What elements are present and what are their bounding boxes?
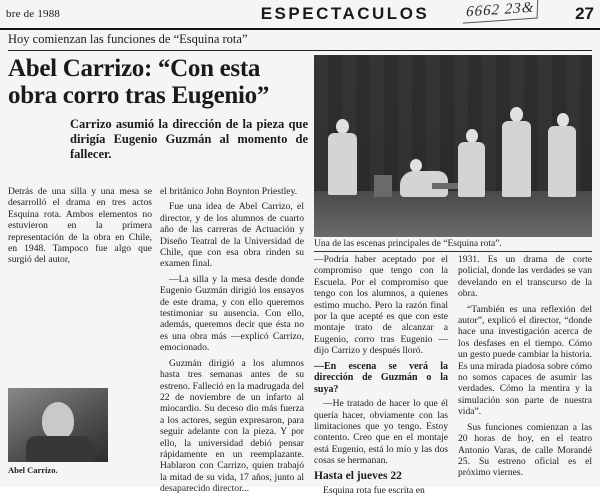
body-column-1 xyxy=(8,186,152,270)
figure-head xyxy=(510,107,523,122)
portrait-caption: Abel Carrizo. xyxy=(8,465,58,475)
body-paragraph: Guzmán dirigió a los alumnos hasta tres semanas antes de su estreno. Falleció en la madrugada del 22 de noviembre de un infarto al miocardio. Su deceso dio más fuerza a los actores, según expresaron, para seguir adelante con la pieza. Y por ello, la universidad debió pensar rápidamente en un reemplazante. Hablaron con Carrizo, quien trabajó la mitad de su vida, 17 años, junto al desaparecido director... xyxy=(160,357,304,495)
body-column-2 xyxy=(160,186,304,499)
body-paragraph: —He tratado de hacer lo que él quería hacer, obviamente con las limitaciones que yo tengo. Estoy contento. Creo que en el montaje está Eugenio, está lo mío y las dos cosas se hermanan. xyxy=(314,398,448,467)
page-number: 27 xyxy=(575,4,594,23)
body-paragraph: Esquina rota fue escrita en xyxy=(323,485,425,497)
figure-head xyxy=(466,129,478,143)
body-column-3 xyxy=(314,254,448,501)
article-subhead: Carrizo asumió la dirección de la pieza que dirigía Eugenio Guzmán al momento de fallecer. xyxy=(70,117,308,161)
body-paragraph: —Podría haber aceptado por el compromiso que tengo con la Escuela. Por el compromiso que tengo con los alumnos, a quienes estimo mucho. Pero la razón final por la que acepté es que con este montaje trato de alcanzar a Eugenio, corro tras Eugenio —dijo Carrizo y después lloró. xyxy=(314,254,448,357)
issue-date: bre de 1988 xyxy=(6,8,61,20)
body-paragraph: 1931. Es un drama de corte policial, donde las verdades se van develando en el transcurso de la obra. xyxy=(458,254,592,300)
article-kicker: Hoy comienzan las funciones de “Esquina rota” xyxy=(8,32,592,51)
body-column-4 xyxy=(458,254,592,483)
question-subheading: —En escena se verá la dirección de Guzmán o la suya? xyxy=(314,360,448,395)
photo-caption: Una de las escenas principales de “Esquina rota”. xyxy=(314,239,592,252)
portrait-head xyxy=(42,402,74,440)
figure-head xyxy=(336,119,349,134)
handwritten-annotation-text: 6662 23& xyxy=(462,0,538,24)
body-paragraph: —La silla y la mesa desde donde Eugenio Guzmán dirigió los ensayos de este drama, y con ello queremos testimoniar su ausencia. Con ello, además, queremos decir que ésta no es una obra más —explicó Carrizo, emocionado. xyxy=(160,273,304,354)
body-paragraph: Fue una idea de Abel Carrizo, el director, y de los alumnos de cuarto año de las carreras de Actuación y Diseño Teatral de la Universidad de Chile, que con esa obra rinden su examen final. xyxy=(160,201,304,270)
section-subheading: Hasta el jueves 22 xyxy=(314,469,402,482)
abel-carrizo-portrait xyxy=(8,388,108,462)
section-title: ESPECTACULOS xyxy=(260,4,430,23)
body-paragraph: “También es una reflexión del autor”, explicó el director, “donde hace una investigación acerca de los desfases en el tiempo. Cómo un gesto puede cambiar la historia. Es una mirada piadosa sobre cómo no somos capaces de asumir las verdades. Cómo la mentira y la simulación son parte de nuestra vida”. xyxy=(458,303,592,418)
figure-head xyxy=(557,113,569,127)
article-body xyxy=(8,186,592,497)
body-paragraph: el británico John Boynton Priestley. xyxy=(160,186,298,197)
body-paragraph: Detrás de una silla y una mesa se desarrolló el drama en tres actos Esquina rota. Ambos elementos no estuvieron en la primera representación de la obra en Chile, en 1948. Tampoco fue algo que surgió del autor, xyxy=(8,186,152,266)
body-paragraph: Sus funciones comienzan a las 20 horas de hoy, en el teatro Antonio Varas, de calle Morandé 25. Su estreno oficial es el próximo viernes. xyxy=(458,421,592,479)
portrait-body xyxy=(26,436,92,462)
article-headline: Abel Carrizo: “Con esta obra corro tras Eugenio” xyxy=(8,55,270,109)
